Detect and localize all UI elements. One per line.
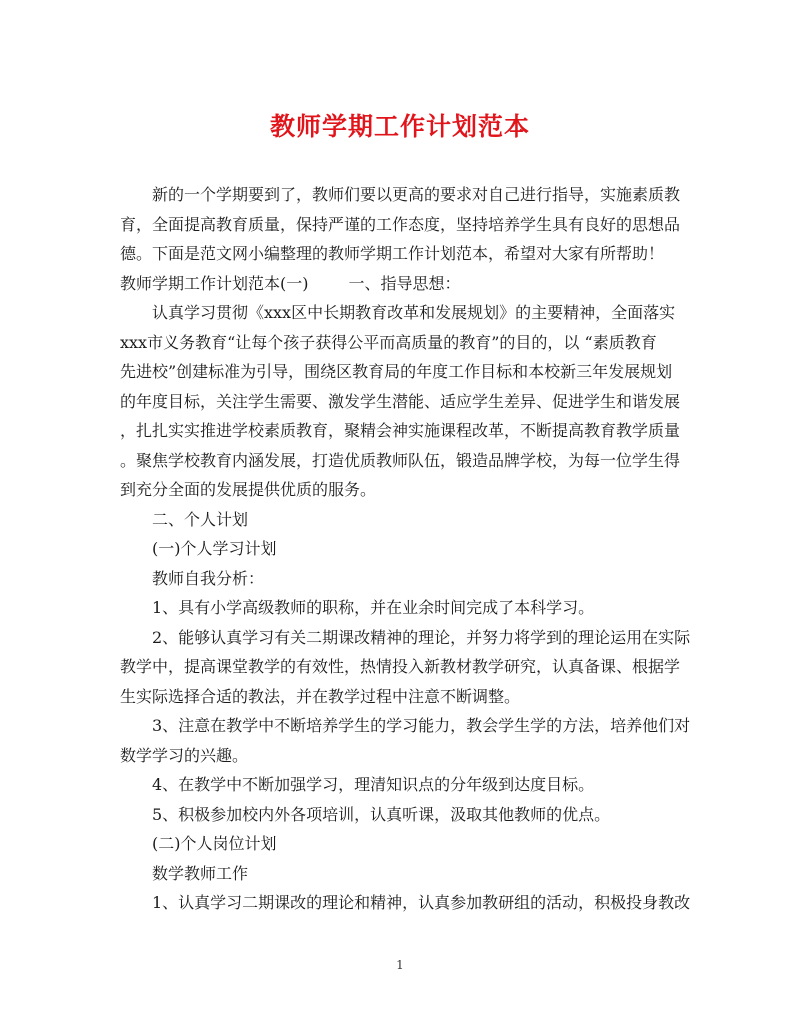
plan-subtitle: 教师学期工作计划范本(一) xyxy=(120,273,309,293)
list-item: 3、注意在教学中不断培养学生的学习能力，教会学生学的方法，培养他们对 xyxy=(152,716,691,735)
list-item: 4、在教学中不断加强学习，理清知识点的分年级到达度目标。 xyxy=(152,775,595,794)
document-body xyxy=(120,180,691,918)
paragraph-line: 教师自我分析： xyxy=(152,568,265,588)
paragraph-line: 的年度目标，关注学生需要、激发学生潜能、适应学生差异、促进学生和谐发展 xyxy=(120,391,681,411)
paragraph-line: 育，全面提高教育质量，保持严谨的工作态度，坚持培养学生具有良好的思想品 xyxy=(120,214,681,234)
list-item: 1、认真学习二期课改的理论和精神，认真参加教研组的活动，积极投身教改 xyxy=(152,893,691,912)
list-item: 1、具有小学高级教师的职称，并在业余时间完成了本科学习。 xyxy=(152,598,595,617)
subsection-heading: (二)个人岗位计划 xyxy=(152,834,277,853)
paragraph-line: 生实际选择合适的教法，并在教学过程中注意不断调整。 xyxy=(120,686,521,706)
paragraph-line: 到充分全面的发展提供优质的服务。 xyxy=(120,480,377,499)
paragraph-line: 新的一个学期要到了，教师们要以更高的要求对自己进行指导，实施素质教 xyxy=(152,185,681,204)
section-heading: 一、指导思想： xyxy=(348,273,461,293)
section-heading-line xyxy=(120,269,685,299)
paragraph-line: 先进校”创建标准为引导，围绕区教育局的年度工作目标和本校新三年发展规划 xyxy=(120,362,673,381)
list-item: 2、能够认真学习有关二期课改精神的理论，并努力将学到的理论运用在实际 xyxy=(152,627,691,647)
paragraph-line: 数学教师工作 xyxy=(152,863,249,883)
paragraph-line: 。聚焦学校教育内涵发展，打造优质教师队伍，锻造品牌学校，为每一位学生得 xyxy=(120,450,681,470)
page-number: 1 xyxy=(396,958,404,972)
paragraph-line: 德。下面是范文网小编整理的教师学期工作计划范本，希望对大家有所帮助！ xyxy=(120,244,665,263)
subsection-heading: (一)个人学习计划 xyxy=(152,539,277,558)
paragraph-line: 教学中，提高课堂教学的有效性，热情投入新教材教学研究，认真备课、根据学 xyxy=(120,657,681,676)
section-heading: 二、个人计划 xyxy=(152,509,249,529)
paragraph-line: xxx市义务教育“让每个孩子获得公平而高质量的教育”的目的，以 “素质教育 xyxy=(120,332,657,352)
paragraph-line: 数学学习的兴趣。 xyxy=(120,745,249,765)
paragraph-line: ，扎扎实实推进学校素质教育，聚精会神实施课程改革，不断提高教育教学质量 xyxy=(120,421,681,440)
document-title: 教师学期工作计划范本 xyxy=(269,112,530,141)
list-item: 5、积极参加校内外各项培训，认真听课，汲取其他教师的优点。 xyxy=(152,804,611,824)
paragraph-line: 认真学习贯彻《xxx区中长期教育改革和发展规划》的主要精神，全面落实 xyxy=(152,303,676,322)
